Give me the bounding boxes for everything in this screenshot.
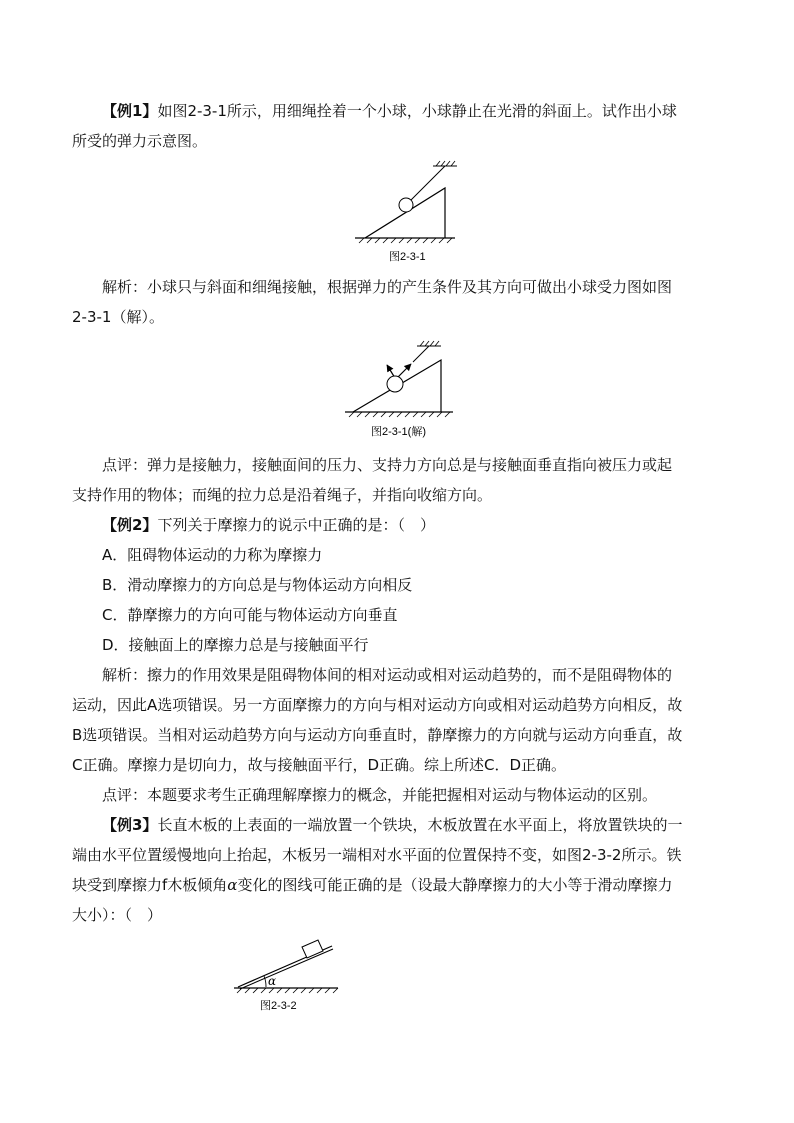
example-2: [72, 510, 722, 660]
ceiling-hatch: [436, 161, 455, 166]
figure-2-3-1: [355, 160, 465, 265]
comment-1-text-cont: 支持作用的物体；而绳的拉力总是沿着绳子，并指向收缩方向。: [72, 486, 493, 504]
analysis-1-text: 解析：小球只与斜面和细绳接触，根据弹力的产生条件及其方向可做出小球受力图如图: [102, 278, 673, 296]
example-3-label: 【例3】: [102, 816, 158, 834]
iron-block: [302, 940, 323, 958]
string: [411, 166, 445, 200]
option-c: C．静摩擦力的方向可能与物体运动方向垂直: [102, 606, 398, 624]
comment-1-text: 点评：弹力是接触力，接触面间的压力、支持力方向总是与接触面垂直指向被压力或起: [102, 456, 673, 474]
figure-2-3-2-caption: 图2-3-2: [260, 1000, 297, 1012]
ground-hatch: [359, 238, 452, 243]
example-2-question: 下列关于摩擦力的说示中正确的是：（ ）: [157, 516, 435, 534]
analysis-1-text-cont: 2-3-1（解）。: [72, 308, 164, 326]
example-3-text-4: 大小）：（ ）: [72, 906, 163, 924]
comment-2-text: 点评：本题要求考生正确理解摩擦力的概念，并能把握相对运动与物体运动的区别。: [102, 786, 658, 804]
analysis-2-line-3: B选项错误。当相对运动趋势方向与运动方向垂直时，静摩擦力的方向就与运动方向垂直，故: [72, 726, 683, 744]
option-a: A．阻碍物体运动的力称为摩擦力: [102, 546, 323, 564]
board-underside: [240, 949, 333, 989]
string: [413, 346, 429, 362]
example-3: [72, 810, 722, 930]
ground-hatch: [349, 412, 450, 417]
figure-2-3-2: [232, 930, 342, 1015]
ball: [387, 376, 403, 392]
example-3-text-3b: 变化的图线可能正确的是（设最大静摩擦力的大小等于滑动摩擦力: [237, 876, 673, 894]
option-b: B．滑动摩擦力的方向总是与物体运动方向相反: [102, 576, 413, 594]
ground-hatch: [237, 988, 338, 993]
analysis-2-line-2: 运动，因此A选项错误。另一方面摩擦力的方向与相对运动方向或相对运动趋势方向相反，故: [72, 696, 683, 714]
ceiling-hatch: [420, 341, 439, 346]
tension-arrow: [397, 364, 411, 378]
angle-label: α: [268, 974, 277, 988]
comment-1: [72, 450, 722, 510]
option-d: D．接触面上的摩擦力总是与接触面平行: [102, 636, 369, 654]
example-3-text-3a: 块受到摩擦力f木板倾角: [72, 876, 228, 894]
incline: [365, 188, 445, 238]
example-1-text-cont: 所受的弹力示意图。: [72, 132, 208, 150]
example-2-label: 【例2】: [102, 516, 158, 534]
ball: [399, 198, 413, 212]
analysis-2-line-4: C正确。摩擦力是切向力，故与接触面平行，D正确。综上所述C．D正确。: [72, 756, 567, 774]
example-3-text-2: 端由水平位置缓慢地向上抬起，木板另一端相对水平面的位置保持不变，如图2-3-2所示。铁: [72, 846, 682, 864]
figure-2-3-1-solution-caption: 图2-3-1(解): [371, 426, 427, 438]
analysis-2-line-1: 解析：擦力的作用效果是阻碍物体间的相对运动或相对运动趋势的，而不是阻碍物体的: [102, 666, 673, 684]
figure-2-3-1-solution: [345, 338, 460, 443]
comment-2: [72, 780, 722, 810]
example-1: [72, 96, 722, 156]
figure-2-3-1-caption: 图2-3-1: [389, 251, 426, 263]
analysis-1: [72, 272, 722, 332]
analysis-2: [72, 660, 722, 780]
example-3-text: 长直木板的上表面的一端放置一个铁块，木板放置在水平面上，将放置铁块的一: [157, 816, 683, 834]
alpha-symbol: α: [227, 876, 238, 894]
example-1-label: 【例1】: [102, 102, 158, 120]
example-1-text: 如图2-3-1所示，用细绳拴着一个小球，小球静止在光滑的斜面上。试作出小球: [157, 102, 677, 120]
